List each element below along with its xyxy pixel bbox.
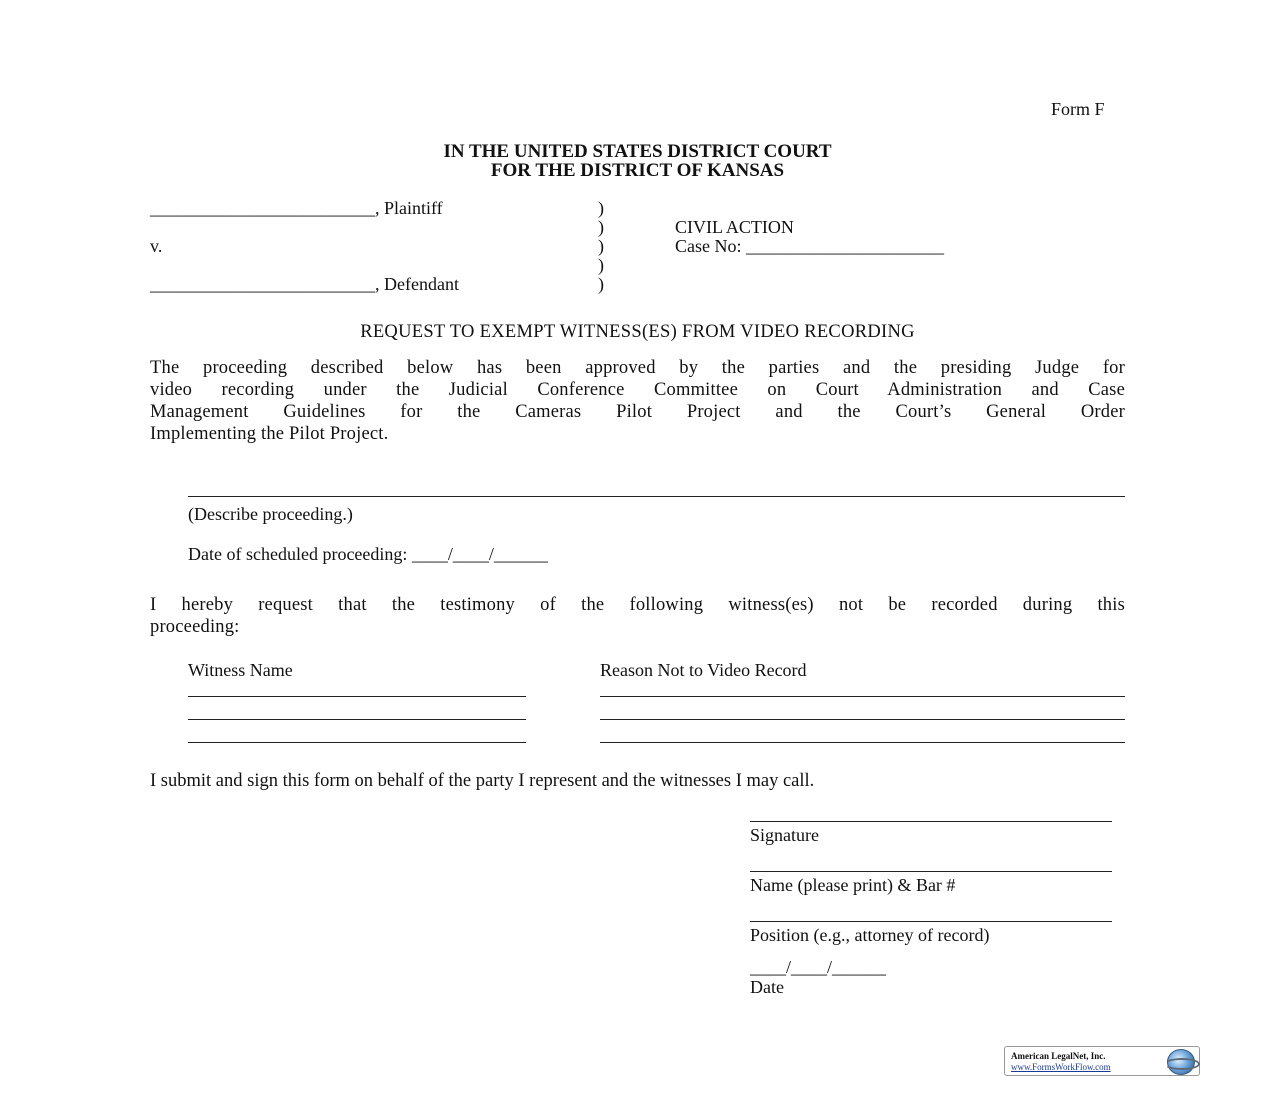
reason-line[interactable]: [600, 742, 1125, 743]
name-bar-label: Name (please print) & Bar #: [750, 875, 956, 895]
form-label: Form F: [1051, 99, 1105, 119]
reason-line[interactable]: [600, 696, 1125, 697]
scheduled-date-field[interactable]: Date of scheduled proceeding: ____/____/______: [188, 544, 548, 564]
caption-paren: ): [598, 236, 604, 256]
witness-name-line[interactable]: [188, 719, 526, 720]
caption-paren: ): [598, 198, 604, 218]
signature-date-field[interactable]: ____/____/______: [750, 957, 887, 977]
form-title: REQUEST TO EXEMPT WITNESS(ES) FROM VIDEO RECORDING: [360, 322, 915, 342]
reason-line[interactable]: [600, 719, 1125, 720]
signature-label: Signature: [750, 825, 819, 845]
signature-line[interactable]: [750, 821, 1112, 822]
date-label: Date: [750, 977, 784, 997]
intro-line: The proceeding described below has been approved by the parties and the presiding Judge for: [150, 358, 1125, 378]
court-heading-line1: IN THE UNITED STATES DISTRICT COURT: [443, 141, 832, 162]
globe-icon: [1167, 1049, 1195, 1075]
caption-paren: ): [598, 255, 604, 275]
intro-line: video recording under the Judicial Conference Committee on Court Administration and Case: [150, 380, 1125, 400]
name-bar-line[interactable]: [750, 871, 1112, 872]
case-number-field[interactable]: Case No: ______________________: [675, 236, 944, 256]
intro-line: Implementing the Pilot Project.: [150, 424, 389, 444]
proceeding-description-line[interactable]: [188, 496, 1125, 497]
logo-company-name: American LegalNet, Inc.: [1011, 1051, 1106, 1061]
caption-paren: ): [598, 274, 604, 294]
submit-statement: I submit and sign this form on behalf of the party I represent and the witnesses I may call.: [150, 771, 815, 791]
plaintiff-field[interactable]: _________________________, Plaintiff: [150, 198, 443, 218]
reason-header: Reason Not to Video Record: [600, 660, 807, 680]
request-line: proceeding:: [150, 617, 240, 637]
describe-proceeding-label: (Describe proceeding.): [188, 504, 353, 524]
witness-name-header: Witness Name: [188, 660, 293, 680]
logo-url-link[interactable]: www.FormsWorkFlow.com: [1011, 1062, 1111, 1072]
position-label: Position (e.g., attorney of record): [750, 925, 990, 945]
request-line: I hereby request that the testimony of the following witness(es) not be recorded during this: [150, 595, 1125, 615]
defendant-field[interactable]: _________________________, Defendant: [150, 274, 459, 294]
versus-label: v.: [150, 236, 163, 256]
civil-action-label: CIVIL ACTION: [675, 217, 794, 237]
witness-name-line[interactable]: [188, 696, 526, 697]
position-line[interactable]: [750, 921, 1112, 922]
caption-paren: ): [598, 217, 604, 237]
legalnet-logo[interactable]: [1004, 1046, 1200, 1076]
court-heading-line2: FOR THE DISTRICT OF KANSAS: [490, 160, 785, 181]
witness-name-line[interactable]: [188, 742, 526, 743]
intro-line: Management Guidelines for the Cameras Pilot Project and the Court’s General Order: [150, 402, 1125, 422]
